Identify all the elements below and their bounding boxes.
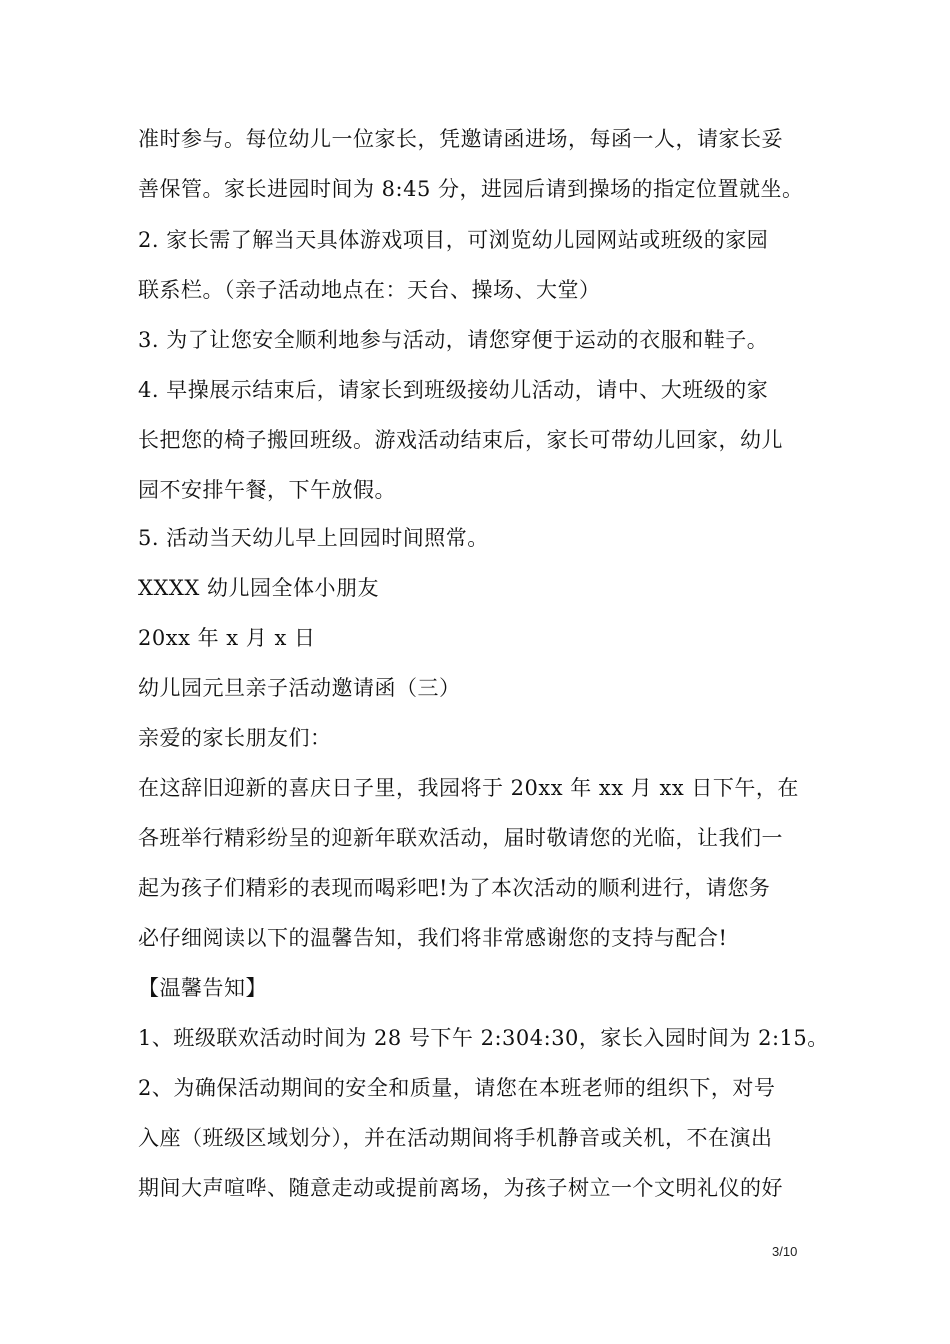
text-line: 2、为确保活动期间的安全和质量，请您在本班老师的组织下，对号 [138,1076,776,1100]
text-line: 长把您的椅子搬回班级。游戏活动结束后，家长可带幼儿回家，幼儿 [138,428,783,452]
text-line: 4. 早操展示结束后，请家长到班级接幼儿活动，请中、大班级的家 [138,378,769,402]
text-line: 期间大声喧哗、随意走动或提前离场，为孩子树立一个文明礼仪的好 [138,1176,783,1200]
text-line: 2. 家长需了解当天具体游戏项目，可浏览幼儿园网站或班级的家园 [138,228,769,252]
section-title: 幼儿园元旦亲子活动邀请函（三） [138,676,461,700]
text-line: 起为孩子们精彩的表现而喝彩吧!为了本次活动的顺利进行，请您务 [138,876,771,900]
text-line: 在这辞旧迎新的喜庆日子里，我园将于 20xx 年 xx 月 xx 日下午，在 [138,776,799,800]
text-line: 善保管。家长进园时间为 8:45 分，进园后请到操场的指定位置就坐。 [138,177,804,201]
text-line: 必仔细阅读以下的温馨告知，我们将非常感谢您的支持与配合! [138,926,728,950]
text-line: 20xx 年 x 月 x 日 [138,626,316,650]
text-line: 园不安排午餐，下午放假。 [138,478,396,502]
text-line: 5. 活动当天幼儿早上回园时间照常。 [138,526,489,550]
text-line: 3. 为了让您安全顺利地参与活动，请您穿便于运动的衣服和鞋子。 [138,328,769,352]
text-line: 准时参与。每位幼儿一位家长，凭邀请函进场，每函一人，请家长妥 [138,127,783,151]
text-line: XXXX 幼儿园全体小朋友 [138,576,379,600]
notice-heading: 【温馨告知】 [138,976,267,1000]
salutation: 亲爱的家长朋友们： [138,726,332,750]
text-line: 1、班级联欢活动时间为 28 号下午 2:304:30，家长入园时间为 2:15。 [138,1026,829,1050]
text-line: 各班举行精彩纷呈的迎新年联欢活动，届时敬请您的光临，让我们一 [138,826,783,850]
page-number: 3/10 [772,1244,798,1259]
text-line: 入座（班级区域划分），并在活动期间将手机静音或关机，不在演出 [138,1126,773,1150]
text-line: 联系栏。（亲子活动地点在：天台、操场、大堂） [138,278,601,302]
